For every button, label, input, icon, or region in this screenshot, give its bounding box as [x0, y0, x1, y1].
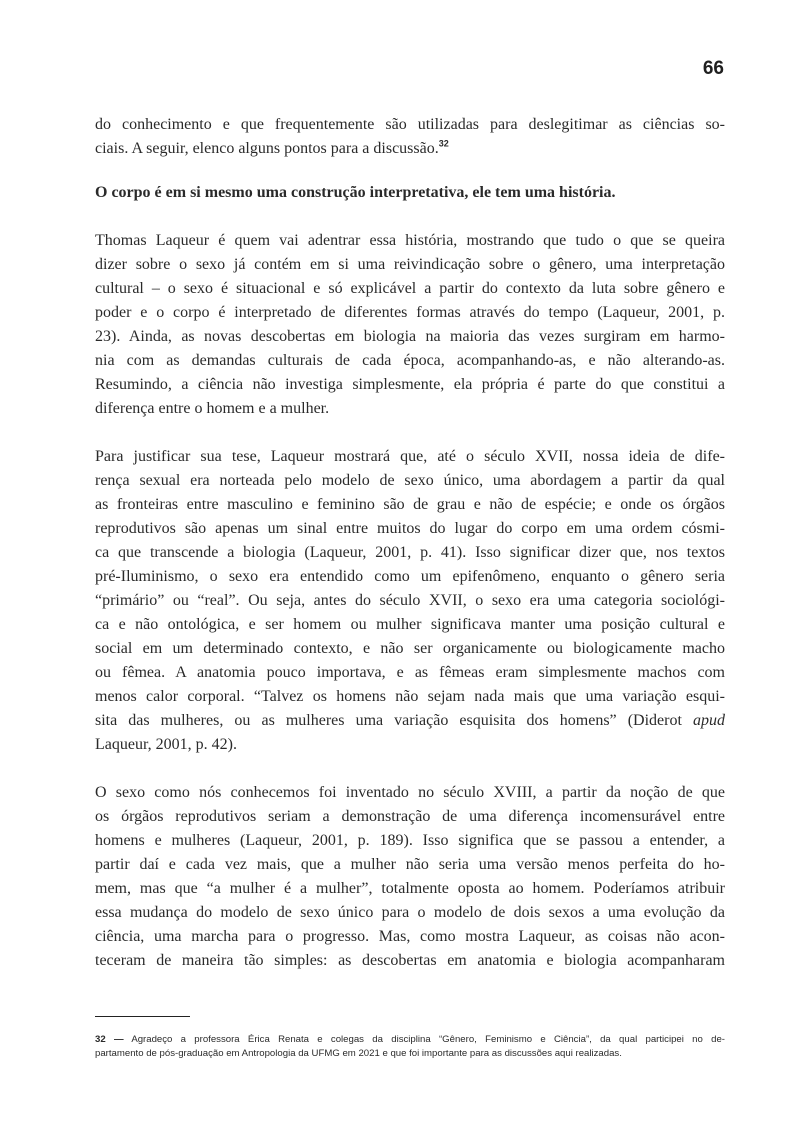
text-line: Para justificar sua tese, Laqueur mostrará que, até o século XVII, nossa ideia de dife- — [95, 448, 725, 465]
paragraph-1 — [95, 229, 725, 421]
text-line: dizer sobre o sexo já contém em si uma reivindicação sobre o gênero, uma interpretação — [95, 256, 725, 273]
text-line: essa mudança do modelo de sexo único para o modelo de dois sexos a uma evolução da — [95, 904, 725, 921]
text-line: ciência, uma marcha para o progresso. Mas, como mostra Laqueur, as coisas não acon- — [95, 928, 725, 945]
footnote — [95, 1033, 725, 1061]
text-segment: sita das mulheres, ou as mulheres uma variação esquisita dos homens” (Diderot — [95, 712, 693, 729]
footnote-line — [95, 1033, 725, 1047]
text-line: menos calor corporal. “Talvez os homens não sejam nada mais que uma variação esqui- — [95, 688, 725, 705]
text-line — [95, 137, 725, 161]
text-line: O sexo como nós conhecemos foi inventado no século XVIII, a partir da noção de que — [95, 784, 725, 801]
text-line: rença sexual era norteada pelo modelo de sexo único, uma abordagem a partir da qual — [95, 472, 725, 489]
text-line: cultural – o sexo é situacional e só explicável a partir do contexto da luta sobre gênero e — [95, 280, 725, 297]
footnote-line: partamento de pós-graduação em Antropologia da UFMG em 2021 e que foi importante para as discussões aqui realizadas. — [95, 1048, 622, 1059]
text-line: Laqueur, 2001, p. 42). — [95, 736, 237, 753]
text-line: teceram de maneira tão simples: as descobertas em anatomia e biologia acompanharam — [95, 952, 725, 969]
section-heading — [95, 181, 725, 205]
text-line: “primário” ou “real”. Ou seja, antes do século XVII, o sexo era uma categoria sociológi- — [95, 592, 725, 609]
footnote-ref[interactable]: 32 — [438, 138, 449, 149]
text-line: partir daí e cada vez mais, que a mulher não seria uma versão menos perfeita do ho- — [95, 856, 725, 873]
text-line: os órgãos reprodutivos seriam a demonstração de uma diferença incomensurável entre — [95, 808, 725, 825]
text-line: ca e não ontológica, e ser homem ou mulher significava manter uma posição cultural e — [95, 616, 725, 633]
text-line: poder e o corpo é interpretado de diferentes formas através do tempo (Laqueur, 2001, p. — [95, 304, 725, 321]
text-line: as fronteiras entre masculino e feminino são de grau e não de espécie; e onde os órgãos — [95, 496, 725, 513]
footnote-number: 32 — — [95, 1034, 124, 1045]
page-number: 66 — [702, 58, 724, 79]
text-line: 23). Ainda, as novas descobertas em biologia na maioria das vezes surgiram em harmo- — [95, 328, 725, 345]
paragraph-2 — [95, 445, 725, 757]
text-line: nia com as demandas culturais de cada época, acompanhando-as, e não alterando-as. — [95, 352, 725, 369]
text-line: do conhecimento e que frequentemente são utilizadas para deslegitimar as ciências so- — [95, 116, 725, 133]
footnote-text: Agradeço a professora Érica Renata e colegas da disciplina “Gênero, Feminismo e Ciência”, da qual participei no de- — [123, 1034, 725, 1045]
text-line: Resumindo, a ciência não investiga simplesmente, ela própria é parte do que constitui a — [95, 376, 725, 393]
italic-term: apud — [693, 712, 725, 729]
text-line: mem, mas que “a mulher é a mulher”, totalmente oposta ao homem. Poderíamos atribuir — [95, 880, 725, 897]
heading-text: O corpo é em si mesmo uma construção interpretativa, ele tem uma história. — [95, 184, 616, 201]
text-line: ca que transcende a biologia (Laqueur, 2001, p. 41). Isso significar dizer que, nos textos — [95, 544, 725, 561]
text-line: social em um determinado contexto, e não ser organicamente ou biologicamente macho — [95, 640, 725, 657]
intro-paragraph — [95, 113, 725, 161]
text-line: pré-Iluminismo, o sexo era entendido como um epifenômeno, enquanto o gênero seria — [95, 568, 725, 585]
text-line: reprodutivos são apenas um sinal entre muitos do lugar do corpo em uma ordem cósmi- — [95, 520, 725, 537]
text-line: ou fêmea. A anatomia pouco importava, e as fêmeas eram simplesmente machos com — [95, 664, 725, 681]
text-line-content: ciais. A seguir, elenco alguns pontos para a discussão. — [95, 140, 439, 157]
text-line: Thomas Laqueur é quem vai adentrar essa história, mostrando que tudo o que se queira — [95, 232, 725, 249]
text-line: diferença entre o homem e a mulher. — [95, 400, 330, 417]
paragraph-3 — [95, 781, 725, 973]
footnote-divider — [95, 1016, 190, 1017]
text-line — [95, 709, 725, 733]
text-line: homens e mulheres (Laqueur, 2001, p. 189). Isso significa que se passou a entender, a — [95, 832, 725, 849]
